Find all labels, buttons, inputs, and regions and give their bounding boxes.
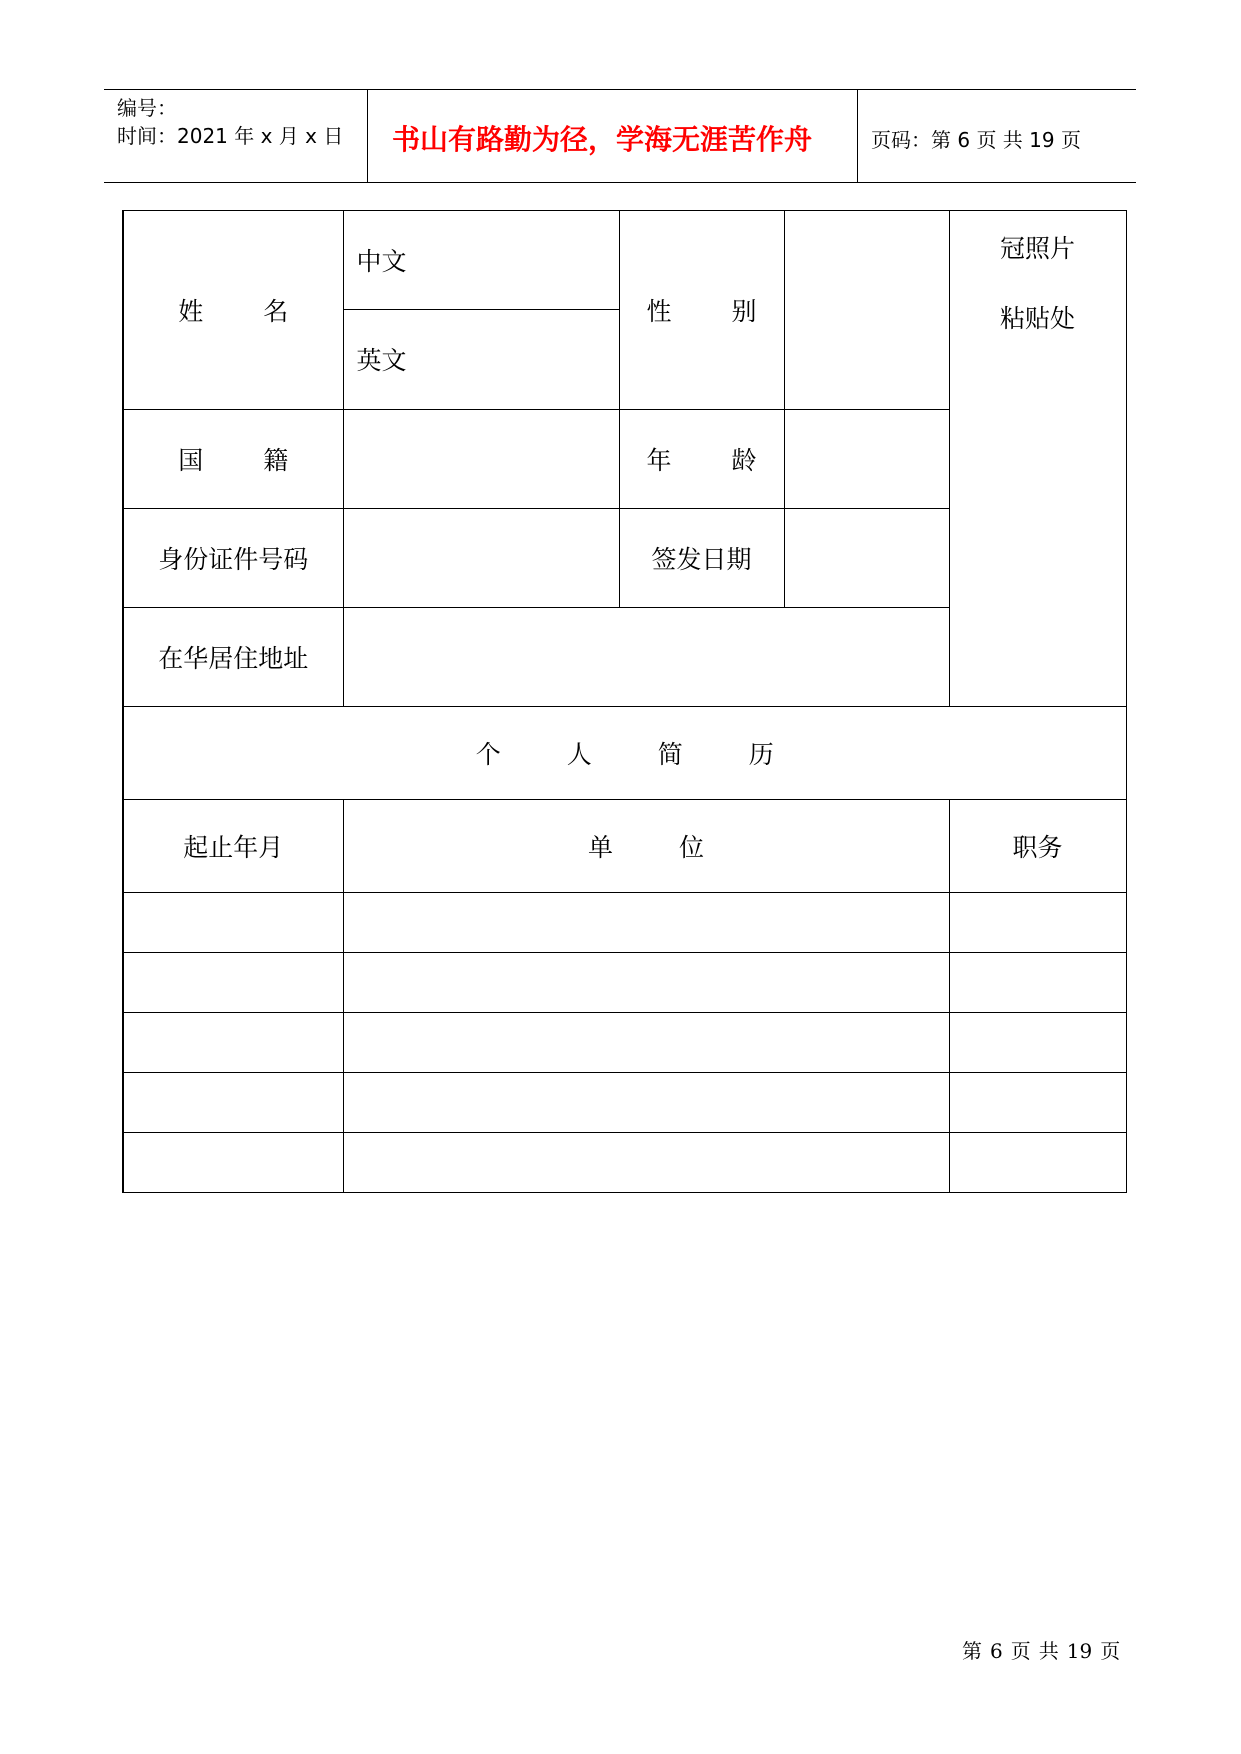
header-divider-right <box>857 89 858 183</box>
col-position-header: 职务 <box>949 800 1126 893</box>
motto-banner: 书山有路勤为径，学海无涯苦作舟 <box>392 123 813 156</box>
nationality-label: 国 籍 <box>178 446 289 475</box>
age-field[interactable] <box>784 410 949 509</box>
name-cn-field[interactable] <box>344 211 619 309</box>
name-input-group <box>343 211 619 410</box>
header-top-rule <box>104 89 1136 90</box>
resume-period-cell[interactable] <box>123 1073 343 1133</box>
header-divider-left <box>367 89 368 183</box>
nationality-label-cell <box>123 410 343 509</box>
time-label: 时间：2021 年 x 月 x 日 <box>117 124 344 148</box>
resume-position-cell[interactable] <box>949 1133 1126 1193</box>
resume-position-cell[interactable] <box>949 1013 1126 1073</box>
resume-unit-cell[interactable] <box>343 1013 949 1073</box>
footer-ye: 页 <box>1010 1639 1031 1663</box>
name-label-cell <box>123 211 343 410</box>
issue-date-field[interactable] <box>784 509 949 608</box>
col-period-header: 起止年月 <box>123 800 343 893</box>
id-number-field[interactable] <box>343 509 619 608</box>
issue-date-label: 签发日期 <box>619 509 784 608</box>
resume-position-cell[interactable] <box>949 893 1126 953</box>
registration-form <box>122 210 1127 1193</box>
footer-di: 第 <box>962 1639 982 1663</box>
address-field[interactable] <box>343 608 949 707</box>
resume-period-cell[interactable] <box>123 893 343 953</box>
page-label: 页码：第 6 页 共 19 页 <box>871 128 1081 152</box>
table-row <box>123 893 1126 953</box>
resume-unit-cell[interactable] <box>343 893 949 953</box>
address-label: 在华居住地址 <box>123 608 343 707</box>
nationality-field[interactable] <box>343 410 619 509</box>
page-footer <box>962 1635 1128 1664</box>
header-bottom-rule <box>104 182 1136 183</box>
resume-unit-cell[interactable] <box>343 1133 949 1193</box>
resume-unit-cell[interactable] <box>343 953 949 1013</box>
resume-period-cell[interactable] <box>123 1013 343 1073</box>
table-row <box>123 1073 1126 1133</box>
table-row <box>123 1133 1126 1193</box>
footer-page-number: 6 <box>990 1639 1003 1663</box>
resume-section-title: 个 人 简 历 <box>123 707 1126 800</box>
table-row <box>123 1013 1126 1073</box>
table-row <box>123 953 1126 1013</box>
resume-period-cell[interactable] <box>123 953 343 1013</box>
resume-position-cell[interactable] <box>949 953 1126 1013</box>
photo-line2: 粘贴处 <box>999 304 1075 333</box>
name-label: 姓 名 <box>178 297 289 326</box>
resume-period-cell[interactable] <box>123 1133 343 1193</box>
col-unit-header: 单 位 <box>343 800 949 893</box>
name-en-field[interactable] <box>344 309 619 409</box>
name-cn-label: 中文 <box>356 246 407 276</box>
resume-unit-cell[interactable] <box>343 1073 949 1133</box>
gender-label-cell <box>619 211 784 410</box>
footer-gong: 共 <box>1038 1639 1059 1663</box>
gender-field[interactable] <box>784 211 949 410</box>
photo-line1: 冠照片 <box>999 234 1075 263</box>
id-number-label: 身份证件号码 <box>123 509 343 608</box>
age-label-cell <box>619 410 784 509</box>
serial-label: 编号： <box>117 96 177 120</box>
age-label: 年 龄 <box>646 446 757 475</box>
footer-ye-end: 页 <box>1100 1639 1121 1663</box>
footer-total-pages: 19 <box>1066 1639 1093 1663</box>
name-en-label: 英文 <box>356 346 407 376</box>
resume-position-cell[interactable] <box>949 1073 1126 1133</box>
gender-label: 性 别 <box>646 297 757 326</box>
photo-area[interactable] <box>949 211 1126 707</box>
